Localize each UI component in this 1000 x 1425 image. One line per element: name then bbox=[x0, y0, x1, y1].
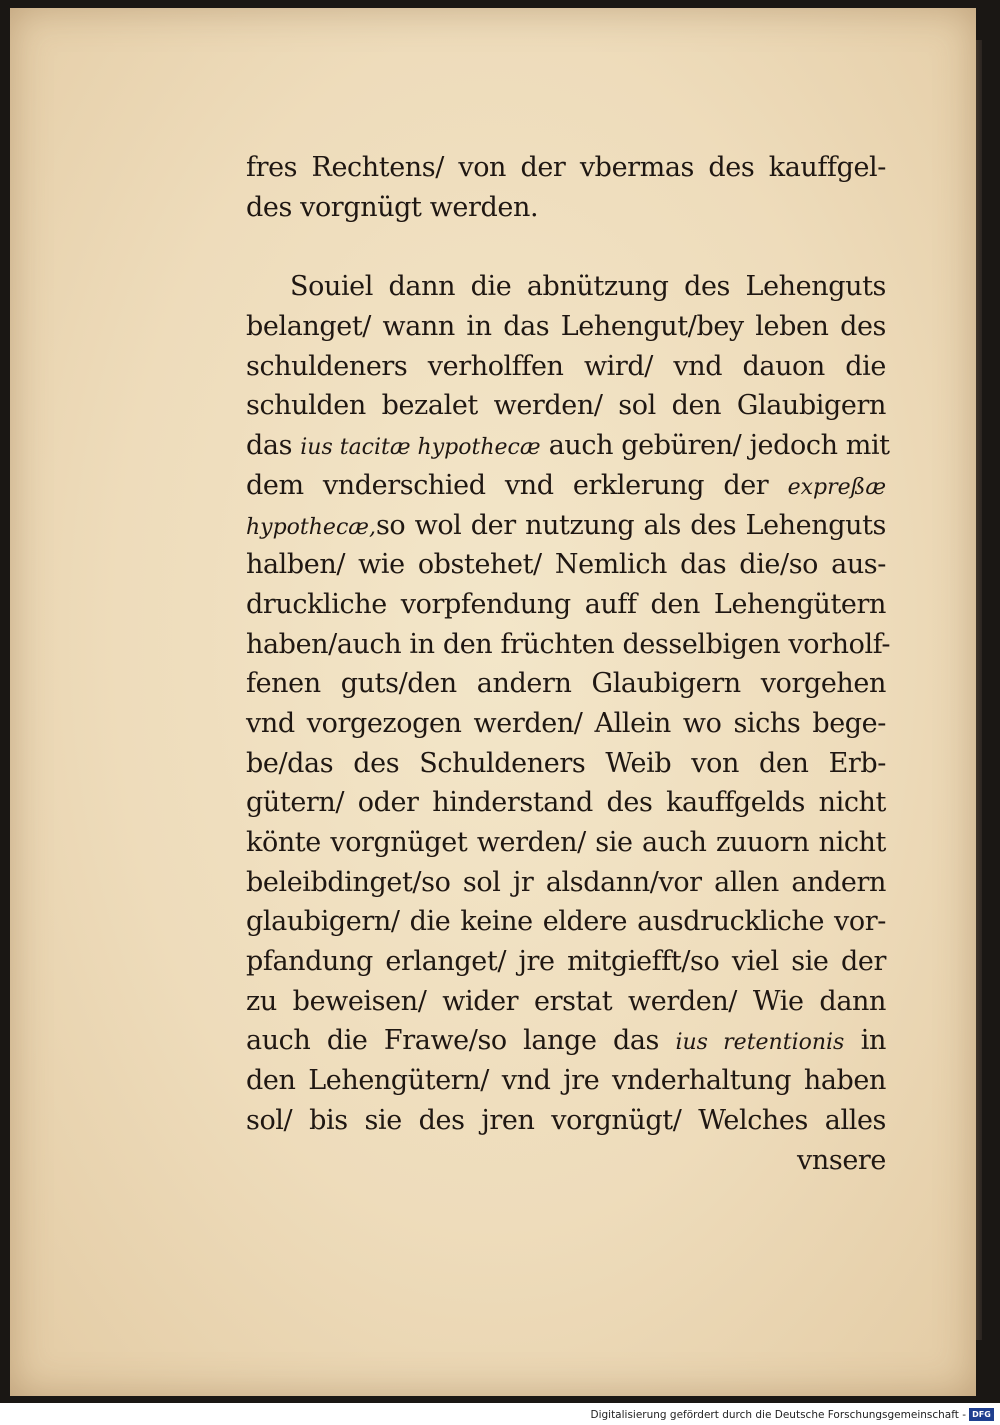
text-line bbox=[246, 902, 886, 942]
footer bbox=[0, 1403, 1000, 1425]
text-line bbox=[246, 783, 886, 823]
funding-credit: Digitalisierung gefördert durch die Deutsche Forschungsgemeinschaft - bbox=[590, 1409, 966, 1421]
text-line bbox=[246, 506, 886, 546]
text-run: pfandung erlanget/ jre mitgiefft/so viel sie der bbox=[246, 946, 886, 978]
text-run: vnd vorgezogen werden/ Allein wo sichs bege- bbox=[246, 707, 886, 739]
dfg-logo: DFG bbox=[969, 1408, 994, 1421]
paragraph bbox=[246, 267, 891, 1140]
text-line bbox=[246, 307, 886, 347]
text-run: schulden bezalet werden/ sol den Glaubigern bbox=[246, 390, 886, 422]
text-run: das bbox=[246, 430, 301, 462]
text-run: belanget/ wann in das Lehengut/bey leben des bbox=[246, 311, 886, 343]
text-run: fenen guts/den andern Glaubigern vorgehen bbox=[246, 668, 886, 700]
text-run: halben/ wie obstehet/ Nemlich das die/so aus- bbox=[246, 549, 886, 581]
latin-term: ius retentionis bbox=[675, 1030, 845, 1056]
text-line bbox=[246, 823, 886, 863]
text-run: so wol der nutzung als des Lehenguts bbox=[375, 509, 886, 541]
text-run: schuldeners verholffen wird/ vnd dauon die bbox=[246, 350, 886, 382]
text-line bbox=[246, 1061, 886, 1101]
paragraph-gap bbox=[246, 227, 886, 267]
text-run: druckliche vorpfendung auff den Lehengütern bbox=[246, 588, 886, 620]
text-line: fres Rechtens/ von der vbermas des kauffgel- bbox=[246, 152, 886, 183]
latin-term: hypothecæ, bbox=[246, 514, 376, 540]
text-line bbox=[246, 625, 891, 665]
catchword: vnsere bbox=[797, 1144, 886, 1176]
text-run: haben/auch in den früchten desselbigen vorholf- bbox=[246, 628, 891, 660]
text-run: gütern/ oder hinderstand des kauffgelds nicht bbox=[246, 787, 886, 819]
latin-term: expreßæ bbox=[787, 474, 886, 500]
latin-term: ius tacitæ hypothecæ bbox=[300, 435, 541, 461]
text-line bbox=[246, 664, 886, 704]
text-run: auch gebüren/ jedoch mit bbox=[540, 430, 890, 462]
text-line bbox=[246, 545, 886, 585]
text-run: könte vorgnüget werden/ sie auch zuuorn nicht bbox=[246, 827, 886, 858]
text-line bbox=[246, 386, 886, 426]
text-run: den Lehengütern/ vnd jre vnderhaltung haben bbox=[246, 1065, 886, 1097]
text-run: zu beweisen/ wider erstat werden/ Wie dann bbox=[246, 985, 886, 1017]
text-line bbox=[246, 1021, 886, 1061]
text-line bbox=[246, 863, 886, 903]
text-line bbox=[246, 466, 886, 506]
text-line bbox=[246, 426, 890, 466]
text-line bbox=[246, 744, 886, 784]
text-run: beleibdinget/so sol jr alsdann/vor allen andern bbox=[246, 866, 886, 898]
text-run: auch die Frawe/so lange das bbox=[246, 1025, 676, 1057]
text-line bbox=[246, 942, 886, 982]
page-text bbox=[246, 148, 891, 1180]
text-line bbox=[246, 704, 886, 744]
text-run: dem vnderschied vnd erklerung der bbox=[246, 469, 788, 501]
text-line bbox=[246, 1101, 886, 1141]
text-line: des vorgnügt werden. bbox=[246, 191, 539, 223]
text-line bbox=[246, 267, 886, 307]
text-run: Souiel dann die abnützung des Lehenguts bbox=[290, 271, 886, 303]
text-run: sol/ bis sie des jren vorgnügt/ Welches alles bbox=[246, 1104, 886, 1136]
text-line bbox=[246, 585, 886, 625]
text-line bbox=[246, 982, 886, 1022]
text-run: be/das des Schuldeners Weib von den Erb- bbox=[246, 747, 886, 779]
text-run: glaubigern/ die keine eldere ausdruckliche vor- bbox=[246, 906, 886, 938]
text-line bbox=[246, 347, 886, 387]
text-run: in bbox=[844, 1025, 886, 1057]
